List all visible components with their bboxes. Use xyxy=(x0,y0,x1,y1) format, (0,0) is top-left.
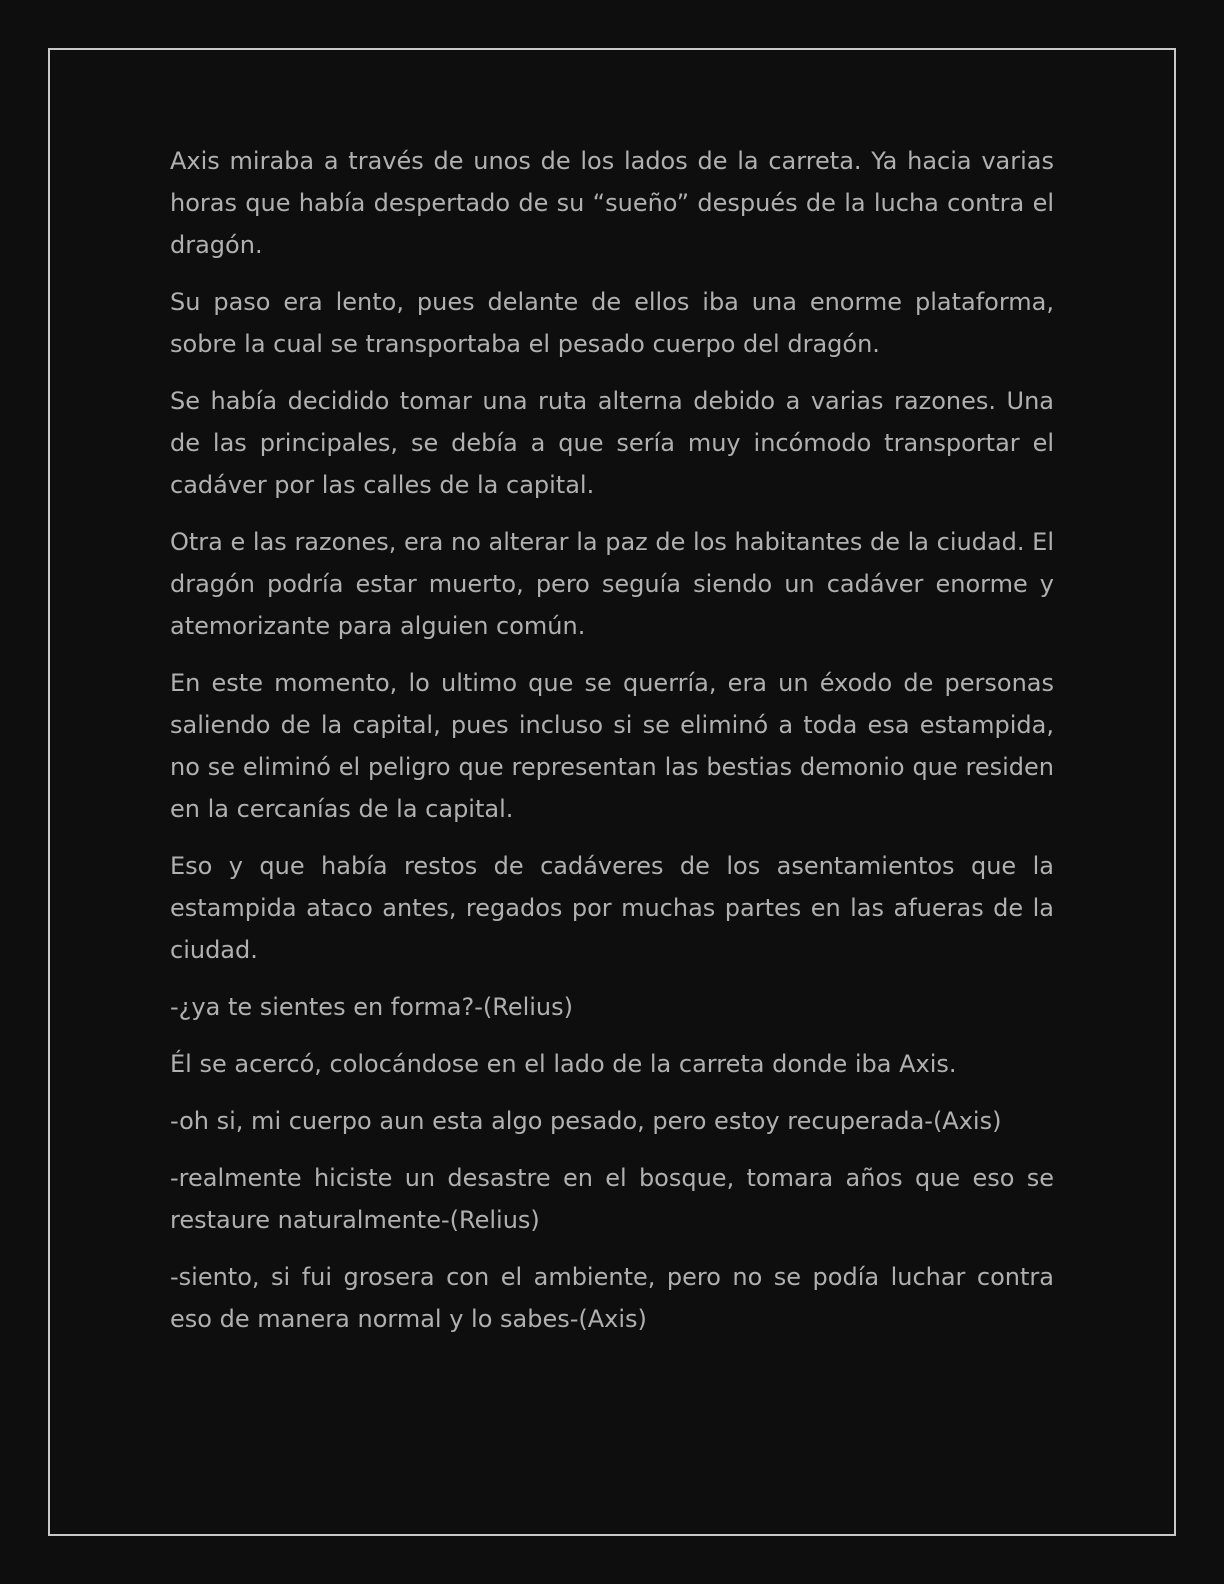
paragraph-7: Él se acercó, colocándose en el lado de la carreta donde iba Axis. xyxy=(170,1050,957,1078)
paragraph-3: Se había decidido tomar una ruta alterna debido a varias razones. Una de las principales, se debía a que sería muy incómodo transportar el cadáver por las calles de la capital. xyxy=(170,387,1054,499)
paragraph-5: En este momento, lo ultimo que se querría, era un éxodo de personas saliendo de la capital, pues incluso si se eliminó a toda esa estampida, no se eliminó el peligro que representan las bestias demonio que residen en la cercanías de la capital. xyxy=(170,669,1054,823)
paragraph-6: Eso y que había restos de cadáveres de los asentamientos que la estampida ataco antes, regados por muchas partes en las afueras de la ciudad. xyxy=(170,852,1054,964)
text-column xyxy=(170,140,1054,1355)
paragraph-1: Axis miraba a través de unos de los lados de la carreta. Ya hacia varias horas que había despertado de su “sueño” después de la lucha contra el dragón. xyxy=(170,147,1054,259)
dialogue-line-4: -siento, si fui grosera con el ambiente, pero no se podía luchar contra eso de manera normal y lo sabes-(Axis) xyxy=(170,1263,1054,1333)
paragraph-4: Otra e las razones, era no alterar la paz de los habitantes de la ciudad. El dragón podría estar muerto, pero seguía siendo un cadáver enorme y atemorizante para alguien común. xyxy=(170,528,1054,640)
dialogue-line-1: -¿ya te sientes en forma?-(Relius) xyxy=(170,993,574,1021)
paragraph-2: Su paso era lento, pues delante de ellos iba una enorme plataforma, sobre la cual se transportaba el pesado cuerpo del dragón. xyxy=(170,288,1054,358)
dialogue-line-2: -oh si, mi cuerpo aun esta algo pesado, pero estoy recuperada-(Axis) xyxy=(170,1107,1002,1135)
dialogue-line-3: -realmente hiciste un desastre en el bosque, tomara años que eso se restaure naturalmente-(Relius) xyxy=(170,1164,1054,1234)
